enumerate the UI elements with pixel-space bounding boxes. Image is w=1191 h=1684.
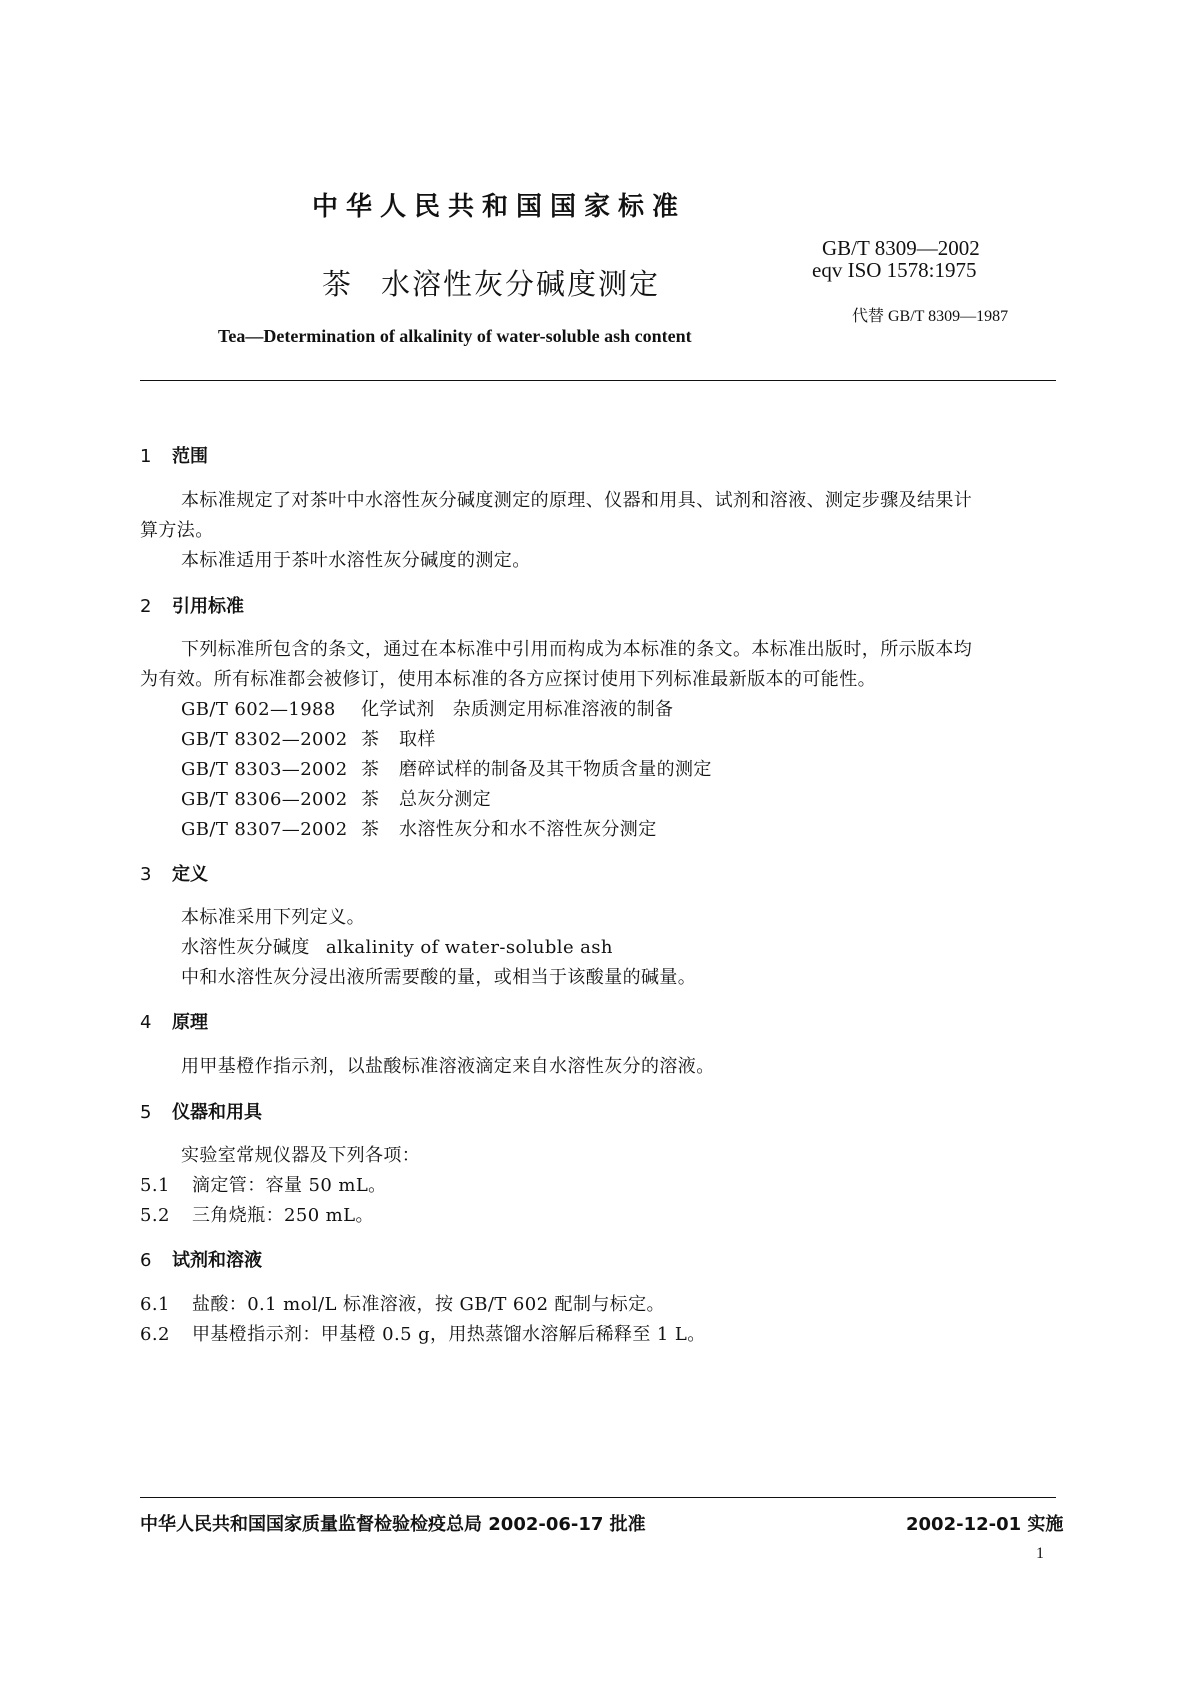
subclause-text: 甲基橙指示剂：甲基橙 0.5 g，用热蒸馏水溶解后稀释至 1 L。 xyxy=(192,1324,706,1345)
standard-title-prefix: 茶 xyxy=(322,267,354,301)
subclause-number: 5.1 xyxy=(140,1175,170,1196)
reference-category: 茶 xyxy=(361,759,380,780)
subclause-item xyxy=(140,1171,387,1197)
section-4-heading xyxy=(140,1008,208,1034)
section-title: 仪器和用具 xyxy=(172,1102,262,1123)
term-en: alkalinity of water-soluble ash xyxy=(325,937,613,958)
section-number: 5 xyxy=(140,1102,152,1123)
section-3-heading xyxy=(140,860,208,886)
subclause-item xyxy=(140,1290,665,1316)
subclause-text: 三角烧瓶：250 mL。 xyxy=(192,1205,374,1226)
section-title: 试剂和溶液 xyxy=(172,1250,262,1271)
section-title: 定义 xyxy=(172,864,208,885)
reference-category: 茶 xyxy=(361,789,380,810)
reference-code: GB/T 602—1988 xyxy=(181,699,336,720)
section-1-heading xyxy=(140,442,208,468)
reference-title: 磨碎试样的制备及其干物质含量的测定 xyxy=(399,759,712,780)
header-divider xyxy=(140,380,1056,381)
subclause-number: 5.2 xyxy=(140,1205,170,1226)
reference-code: GB/T 8303—2002 xyxy=(181,759,348,780)
paragraph: 为有效。所有标准都会被修订，使用本标准的各方应探讨使用下列标准最新版本的可能性。 xyxy=(140,669,876,690)
subclause-item xyxy=(140,1201,374,1227)
issuer-approval: 中华人民共和国国家质量监督检验检疫总局 2002-06-17 批准 xyxy=(140,1514,646,1535)
subclause-item xyxy=(140,1320,706,1346)
reference-item xyxy=(181,815,657,841)
term-line xyxy=(181,933,613,959)
reference-item xyxy=(181,725,436,751)
standard-title-main: 水溶性灰分碱度测定 xyxy=(381,267,661,301)
section-number: 3 xyxy=(140,864,152,885)
standard-equivalence: eqv ISO 1578:1975 xyxy=(812,258,977,282)
reference-title: 总灰分测定 xyxy=(399,789,491,810)
reference-title: 杂质测定用标准溶液的制备 xyxy=(452,699,674,720)
section-title: 范围 xyxy=(172,446,208,467)
definition: 中和水溶性灰分浸出液所需要酸的量，或相当于该酸量的碱量。 xyxy=(181,967,697,988)
section-5-heading xyxy=(140,1098,262,1124)
term-cn: 水溶性灰分碱度 xyxy=(181,937,310,958)
section-number: 4 xyxy=(140,1012,152,1033)
subclause-text: 盐酸：0.1 mol/L 标准溶液，按 GB/T 602 配制与标定。 xyxy=(192,1294,665,1315)
standard-code: GB/T 8309—2002 xyxy=(822,236,980,260)
section-title: 原理 xyxy=(172,1012,208,1033)
paragraph: 本标准适用于茶叶水溶性灰分碱度的测定。 xyxy=(181,550,531,571)
paragraph: 算方法。 xyxy=(140,520,214,541)
reference-item xyxy=(181,785,491,811)
section-2-heading xyxy=(140,592,244,618)
national-standard-title: 中华人民共和国国家标准 xyxy=(312,192,687,222)
footer-divider xyxy=(140,1497,1056,1498)
reference-category: 化学试剂 xyxy=(361,699,435,720)
section-title: 引用标准 xyxy=(172,596,244,617)
paragraph: 下列标准所包含的条文，通过在本标准中引用而构成为本标准的条文。本标准出版时，所示版本均 xyxy=(181,639,973,660)
reference-category: 茶 xyxy=(361,729,380,750)
section-6-heading xyxy=(140,1246,262,1272)
subclause-number: 6.2 xyxy=(140,1324,170,1345)
effective-date: 2002-12-01 实施 xyxy=(906,1514,1064,1535)
paragraph: 本标准规定了对茶叶中水溶性灰分碱度测定的原理、仪器和用具、试剂和溶液、测定步骤及结果计 xyxy=(181,490,973,511)
section-number: 2 xyxy=(140,596,152,617)
paragraph: 本标准采用下列定义。 xyxy=(181,907,365,928)
page-number: 1 xyxy=(1036,1545,1044,1562)
reference-item xyxy=(181,755,712,781)
reference-category: 茶 xyxy=(361,819,380,840)
reference-code: GB/T 8307—2002 xyxy=(181,819,348,840)
paragraph: 用甲基橙作指示剂，以盐酸标准溶液滴定来自水溶性灰分的溶液。 xyxy=(181,1056,715,1077)
section-number: 6 xyxy=(140,1250,152,1271)
section-number: 1 xyxy=(140,446,152,467)
subclause-text: 滴定管：容量 50 mL。 xyxy=(192,1175,387,1196)
replaces-note: 代替 GB/T 8309—1987 xyxy=(852,308,1009,325)
standard-title-cn xyxy=(322,262,660,303)
reference-code: GB/T 8302—2002 xyxy=(181,729,348,750)
reference-code: GB/T 8306—2002 xyxy=(181,789,348,810)
standard-title-en: Tea—Determination of alkalinity of water-soluble ash content xyxy=(218,326,692,346)
reference-title: 水溶性灰分和水不溶性灰分测定 xyxy=(399,819,657,840)
reference-item xyxy=(181,695,673,721)
subclause-number: 6.1 xyxy=(140,1294,170,1315)
reference-title: 取样 xyxy=(399,729,436,750)
paragraph: 实验室常规仪器及下列各项： xyxy=(181,1145,421,1166)
